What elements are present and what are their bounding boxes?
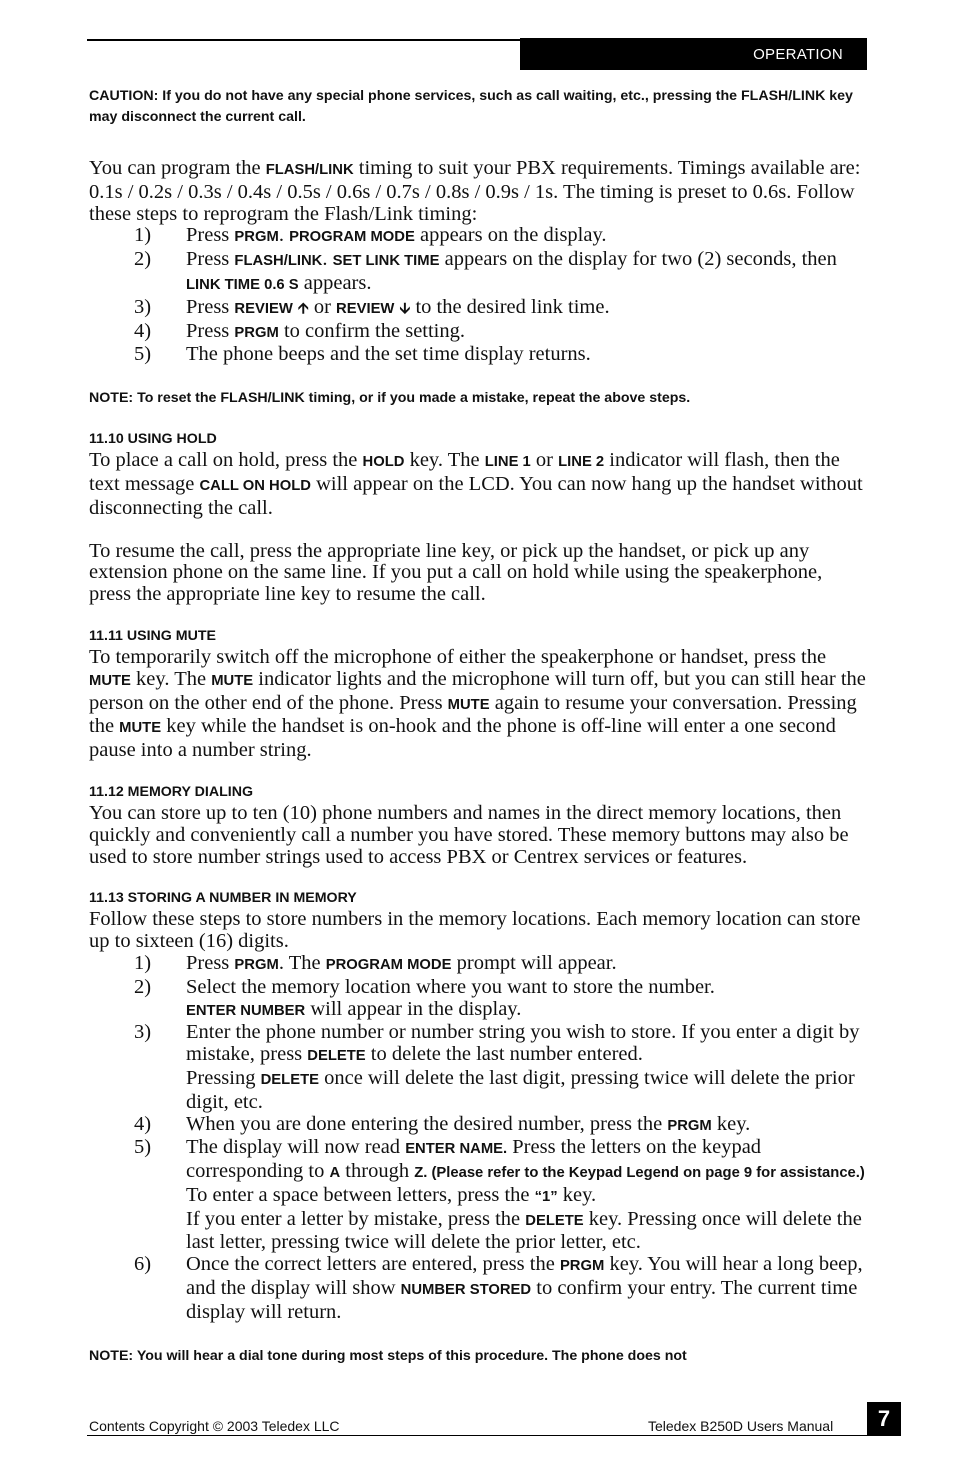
list-item: 2) Select the memory location where you want to store the number. ENTER NUMBER will appear in the display. bbox=[134, 975, 715, 1020]
page-content bbox=[89, 86, 869, 1367]
heading-storing-number: 11.13 STORING A NUMBER IN MEMORY bbox=[89, 890, 357, 907]
list-item: 2) Press FLASH/LINK. SET LINK TIME appears on the display for two (2) seconds, then LINK TIME 0.6 S appears. bbox=[134, 248, 837, 294]
store-note: NOTE: You will hear a dial tone during most steps of this procedure. The phone does not bbox=[89, 1347, 687, 1364]
footer-manual-title: Teledex B250D Users Manual bbox=[648, 1418, 834, 1434]
list-item: 5) The phone beeps and the set time display returns. bbox=[134, 343, 591, 366]
list-item: 6) Once the correct letters are entered, press the PRGM key. You will hear a long beep, and the display will show NUMBER STORED to confirm your entry. The current time display will return. bbox=[134, 1253, 863, 1323]
heading-memory-dialing: 11.12 MEMORY DIALING bbox=[89, 783, 253, 800]
list-item: 3) Enter the phone number or number string you wish to store. If you enter a digit by mistake, press DELETE to delete the last number entered. Pressing DELETE once will delete the last digit, pressing twice will delete the prior digit, etc. bbox=[134, 1021, 860, 1113]
heading-using-hold: 11.10 USING HOLD bbox=[89, 431, 217, 448]
list-item: 3) Press REVIEW 🡩 or REVIEW 🡫 to the desired link time. bbox=[134, 295, 610, 318]
memory-paragraph: You can store up to ten (10) phone numbers and names in the direct memory locations, then quickly and conveniently call a number you have stored. These memory buttons may also be used to store number strings used to access PBX or Centrex services or features. bbox=[89, 801, 849, 868]
section-title: OPERATION bbox=[753, 45, 843, 63]
heading-using-mute: 11.11 USING MUTE bbox=[89, 627, 216, 644]
list-item: 4) Press PRGM to confirm the setting. bbox=[134, 319, 465, 342]
mute-paragraph: To temporarily switch off the microphone of either the speakerphone or handset, press the MUTE key. The MUTE indicator lights and the microphone will turn off, but you can still hear the person on the other end of the phone. Press MUTE again to resume your conversation. Pressing the MUTE key while the handset is on-hook and the phone is off-line will enter a one second pause into a number string. bbox=[89, 645, 866, 762]
arrow-up-icon: 🡩 bbox=[297, 298, 309, 317]
flash-intro: You can program the FLASH/LINK timing to suit your PBX requirements. Timings available are: 0.1s / 0.2s / 0.3s / 0.4s / 0.5s / 0.6s / 0.7s / 0.8s / 0.9s / 1s. The timing is preset to 0.6s. Follow these steps to reprogram the Flash/Link timing: bbox=[89, 157, 861, 225]
store-intro: Follow these steps to store numbers in the memory locations. Each memory location can store up to sixteen (16) digits. bbox=[89, 908, 861, 953]
hold-paragraph: To place a call on hold, press the HOLD key. The LINE 1 or LINE 2 indicator will flash, then the text message CALL ON HOLD will appear on the LCD. You can now hang up the handset without disconnecting the call. bbox=[89, 449, 863, 519]
header-rule bbox=[87, 39, 520, 41]
caution-note: CAUTION: If you do not have any special phone services, such as call waiting, etc., pressing the FLASH/LINK key may disconnect the current call. bbox=[89, 88, 853, 125]
page-number: 7 bbox=[867, 1402, 901, 1436]
flash-steps bbox=[89, 225, 869, 366]
footer-rule bbox=[87, 1435, 867, 1436]
list-item: 1) Press PRGM. PROGRAM MODE appears on the display. bbox=[134, 224, 607, 247]
arrow-down-icon: 🡫 bbox=[399, 298, 411, 317]
section-header bbox=[520, 38, 867, 70]
list-item: 5) The display will now read ENTER NAME. Press the letters on the keypad corresponding to A through Z. (Please refer to the Keypad Legend on page 9 for assistance.) To enter a space between letters, press the “1” key. If you enter a letter by mistake, press the DELETE key. Pressing once will delete the last letter, pressing twice will delete the prior letter, etc. bbox=[134, 1136, 865, 1254]
flash-note: NOTE: To reset the FLASH/LINK timing, or if you made a mistake, repeat the above steps. bbox=[89, 390, 691, 407]
list-item: 4) When you are done entering the desired number, press the PRGM key. bbox=[134, 1112, 751, 1135]
store-steps bbox=[89, 953, 869, 1324]
list-item: 1) Press PRGM. The PROGRAM MODE prompt will appear. bbox=[134, 951, 617, 974]
footer-copyright: Contents Copyright © 2003 Teledex LLC bbox=[89, 1418, 340, 1434]
hold-resume-paragraph: To resume the call, press the appropriate line key, or pick up the handset, or pick up any extension phone on the same line. If you put a call on hold while using the speakerphone, press the appropriate line key to resume the call. bbox=[89, 539, 823, 606]
